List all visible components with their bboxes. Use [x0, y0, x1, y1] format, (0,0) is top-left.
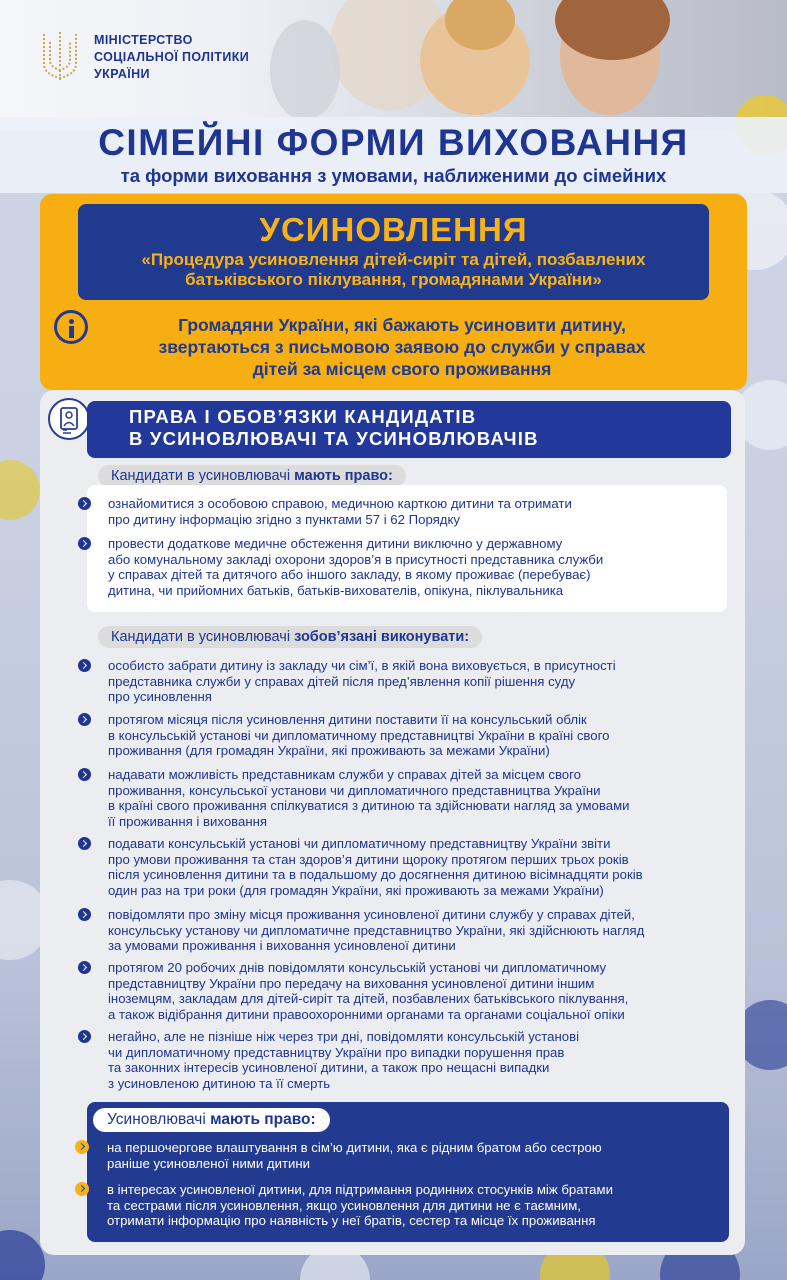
chevron-right-icon [78, 908, 91, 921]
item-line: надавати можливість представникам служби у справах дітей за місцем свого [108, 767, 581, 782]
item-line: отримати інформацію про наявність у неї братів, сестер та місце їх проживання [107, 1213, 596, 1228]
label-bold-text: мають право: [210, 1111, 316, 1128]
item-line: про дитину інформацію згідно з пунктами 57 і 62 Порядку [108, 511, 460, 527]
item-line: один раз на три роки (для громадян України, які проживають за межами України) [108, 882, 604, 898]
item-line: в консульській установі чи дипломатичному представництві України в країні свого [108, 727, 610, 743]
item-line: з усиновленою дитиною та її смерть [108, 1075, 331, 1091]
item-line: іноземцям, закладам для дітей-сиріт та дітей, позбавлених батьківського піклування, [108, 991, 629, 1006]
info-line: звертаються з письмовою заявою до служби у справах [158, 337, 646, 357]
item-line: у справах дітей та дитячого або іншого закладу, в якому проживає (перебуває) [108, 567, 591, 582]
item-line: про усиновлення [108, 689, 212, 704]
adoption-info-text [92, 314, 712, 380]
item-line: представника служби у справах дітей після пред’явлення копії рішення суду [108, 673, 576, 689]
item-line: після усиновлення дитини та в подальшому до досягнення дитиною вісімнадцяти років [108, 867, 643, 882]
document-checklist-icon [48, 398, 90, 440]
label-text: Кандидати в усиновлювачі [111, 629, 295, 645]
info-icon [54, 310, 88, 344]
chevron-right-icon [78, 497, 91, 510]
list-item [107, 1140, 707, 1171]
item-line: подавати консульській установі чи дипломатичному представництву України звіти [108, 836, 611, 851]
item-line: протягом місяця після усиновлення дитини поставити її на консульський облік [108, 712, 587, 727]
chevron-right-icon [78, 1030, 91, 1043]
list-item [107, 1182, 707, 1229]
trident-emblem-icon [38, 28, 82, 86]
adopters-rights-box [87, 1102, 729, 1242]
ministry-name [94, 32, 249, 83]
chevron-right-icon [75, 1182, 89, 1196]
info-line: Громадяни України, які бажають усиновити дитину, [178, 315, 626, 335]
adoption-title: УСИНОВЛЕННЯ [259, 211, 528, 248]
adoption-subtitle-line: батьківського піклування, громадянами України» [185, 270, 602, 289]
candidates-duties-label [98, 626, 482, 648]
list-item [108, 496, 718, 527]
chevron-right-icon [78, 768, 91, 781]
item-line: проживання, консульської установи чи дипломатичного представництва України [108, 782, 601, 798]
chevron-right-icon [78, 537, 91, 550]
item-line: провести додаткове медичне обстеження дитини виключно у державному [108, 536, 563, 551]
item-line: особисто забрати дитину із закладу чи сім’ї, в якій вона виховується, в присутності [108, 658, 616, 673]
item-line: та законних інтересів усиновленої дитини, а також про нещасні випадки [108, 1060, 550, 1075]
label-text: Кандидати в усиновлювачі [111, 468, 295, 484]
adoption-header [78, 204, 709, 300]
list-item [108, 1029, 718, 1091]
adoption-card [40, 194, 747, 390]
item-line: її проживання і виховання [108, 813, 268, 829]
adopters-rights-label [93, 1108, 330, 1132]
list-item [108, 658, 718, 705]
label-bold-text: зобов’язані виконувати: [294, 629, 470, 645]
ministry-logo [38, 28, 249, 86]
item-line: та сестрами після усиновлення, якщо усиновлення для дитини не є таємним, [107, 1197, 581, 1213]
item-line: за умовами проживання і виховання усиновленої дитини [108, 938, 456, 953]
list-item [108, 536, 718, 598]
item-line: на першочергове влаштування в сім’ю дитини, яка є рідним братом або сестрою [107, 1140, 602, 1155]
bokeh-circle [0, 460, 40, 520]
item-line: в країні свого проживання спілкуватися з дитиною та здійснювати нагляд за умовами [108, 798, 630, 813]
list-item [108, 712, 718, 759]
item-line: в інтересах усиновленої дитини, для підтримання родинних стосунків між братами [107, 1182, 613, 1197]
chevron-right-icon [75, 1140, 89, 1154]
item-line: дитина, чи прийомних батьків, батьків-вихователів, опікуна, піклувальника [108, 582, 564, 598]
rights-duties-header [87, 401, 731, 458]
title-banner [0, 117, 787, 193]
chevron-right-icon [78, 659, 91, 672]
chevron-right-icon [78, 961, 91, 974]
page-subtitle: та форми виховання з умовами, наближеними до сімейних [120, 165, 667, 186]
list-item [108, 767, 718, 829]
bokeh-circle [0, 1230, 45, 1280]
rights-header-line: В УСИНОВЛЮВАЧІ ТА УСИНОВЛЮВАЧІВ [129, 428, 539, 449]
item-line: негайно, але не пізніше ніж через три дні, повідомляти консульській установі [108, 1029, 580, 1044]
item-line: або комунальному закладі охорони здоров’я в присутності представника служби [108, 551, 604, 567]
item-line: консульську установу чи дипломатичне представництво України, які здійснюють нагляд [108, 922, 645, 938]
list-item [108, 960, 718, 1022]
item-line: повідомляти про зміну місця проживання усиновленої дитини службу у справах дітей, [108, 907, 635, 922]
item-line: проживання (для громадян України, які проживають за межами України) [108, 743, 550, 758]
item-line: чи дипломатичному представництву України про випадки порушення прав [108, 1044, 565, 1060]
page-title: СІМЕЙНІ ФОРМИ ВИХОВАННЯ [98, 122, 689, 163]
chevron-right-icon [78, 713, 91, 726]
item-line: ознайомитися з особовою справою, медичною карткою дитини та отримати [108, 496, 572, 511]
item-line: а також відібрання дитини правоохоронними органами та органами соціальної опіки [108, 1006, 625, 1022]
adoption-subtitle-line: «Процедура усиновлення дітей-сиріт та дітей, позбавлених [141, 250, 646, 269]
label-bold-text: мають право: [294, 468, 393, 484]
ministry-name-line: УКРАЇНИ [94, 66, 150, 81]
item-line: про умови проживання та стан здоров’я дитини щороку протягом перших трьох років [108, 851, 629, 867]
list-item [108, 836, 718, 898]
rights-duties-card [40, 390, 745, 1255]
ministry-name-line: СОЦІАЛЬНОЇ ПОЛІТИКИ [94, 49, 250, 64]
chevron-right-icon [78, 837, 91, 850]
item-line: протягом 20 робочих днів повідомляти консульській установі чи дипломатичному [108, 960, 607, 975]
ministry-name-line: МІНІСТЕРСТВО [94, 32, 193, 47]
info-line: дітей за місцем свого проживання [252, 359, 552, 379]
item-line: представництву України про передачу на виховання усиновленої дитини іншим [108, 975, 595, 991]
label-text: Усиновлювачі [107, 1111, 211, 1128]
candidates-rights-label [98, 465, 406, 487]
rights-header-line: ПРАВА І ОБОВ’ЯЗКИ КАНДИДАТІВ [129, 406, 477, 427]
list-item [108, 907, 718, 954]
item-line: раніше усиновленої ними дитини [107, 1155, 311, 1171]
